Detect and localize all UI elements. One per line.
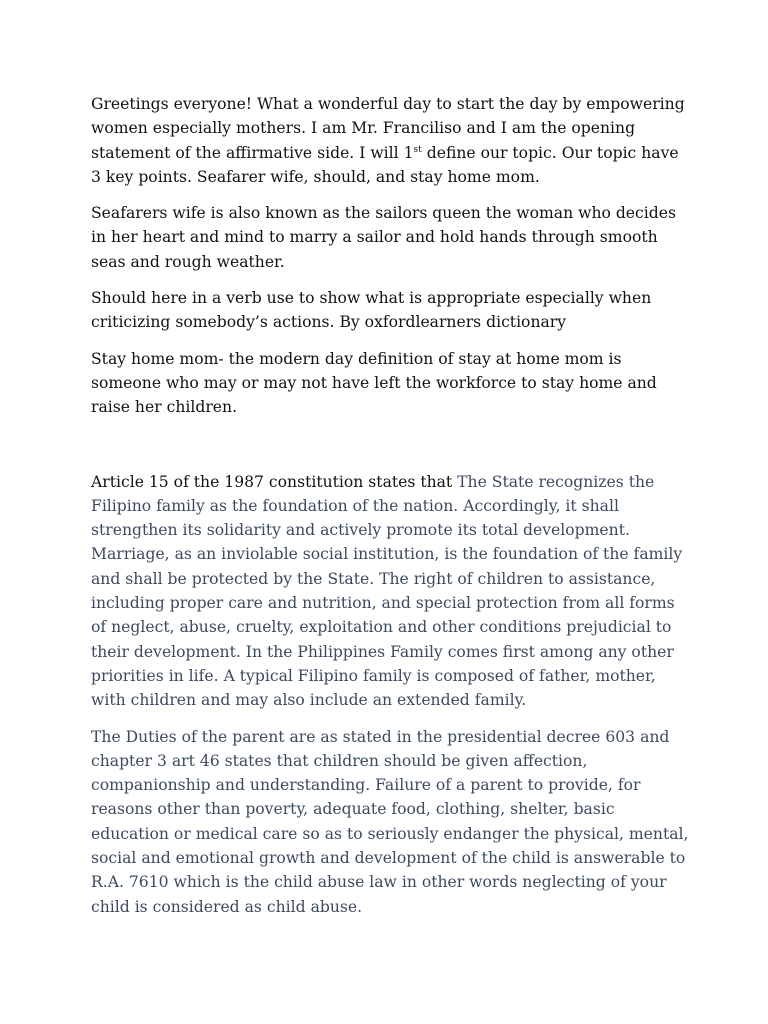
paragraph-greeting [91, 92, 691, 189]
paragraph-duties [91, 725, 691, 919]
paragraph-article-15 [91, 470, 691, 713]
ordinal-suffix: st [413, 144, 422, 155]
document-body [91, 92, 691, 931]
paragraph-should: Should here in a verb use to show what is appropriate especially when criticizing somebody’s actions. By oxfordlearners dictionary [91, 289, 652, 332]
failure-text: Failure of a parent to provide, for reasons other than poverty, adequate food, clothing, shelter, basic education or medical care so as to seriously endanger the physical, mental, social and emotional growth and development of the child is answerable to R.A. 7610 which is the child abuse law in other words neglecting of your child is considered as child abuse. [91, 776, 689, 916]
greeting-text-continued: define our topic. Our topic have 3 key points. Seafarer wife, should, and stay home mom. [91, 143, 679, 186]
paragraph-stay-home-mom: Stay home mom- the modern day definition of stay at home mom is someone who may or may not have left the workforce to stay home and raise her children. [91, 349, 657, 417]
paragraph-seafarer-wife: Seafarers wife is also known as the sailors queen the woman who decides in her heart and mind to marry a sailor and hold hands through smooth seas and rough weather. [91, 204, 676, 271]
philippines-family-text: In the Philippines Family comes first among any other priorities in life. A typical Filipino family is composed of father, mother, with children and may also include an extended family. [91, 642, 674, 710]
duties-text: The Duties of the parent are as stated in the presidential decree 603 and chapter 3 art 46 states that children should be given affection, companionship and understanding. [91, 727, 670, 795]
greeting-text: Greetings everyone! What a wonderful day to start the day by empowering women especially mothers. I am Mr. Franciliso and I am the opening statement of the affirmative side. I will 1 [91, 95, 685, 162]
article-intro: Article 15 of the 1987 constitution states that [91, 472, 458, 491]
constitution-quote: The State recognizes the Filipino family as the foundation of the nation. Accordingly, it shall strengthen its solidarity and actively promote its total development. Marriage, as an inviolable social institution, is the foundation of the family and shall be protected by the State. The right of children to assistance, including proper care and nutrition, and special protection from all forms of neglect, abuse, cruelty, exploitation and other conditions prejudicial to their development. [91, 472, 683, 661]
